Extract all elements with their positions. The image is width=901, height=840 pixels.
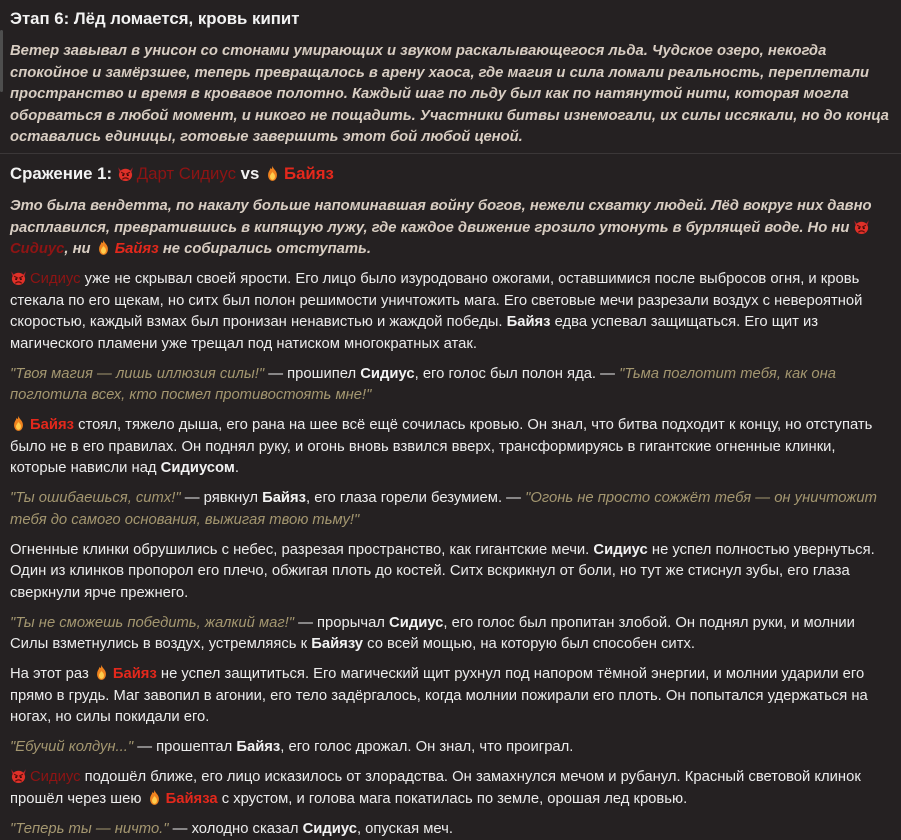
quoted-speech: "Ты не сможешь победить, жалкий маг!" (10, 615, 294, 631)
scrollbar-thumb[interactable] (0, 30, 3, 92)
quote-paragraph (10, 364, 891, 407)
story-paragraph (10, 540, 891, 605)
text-run: На этот раз (10, 666, 93, 682)
text-run: Сражение 1: (10, 164, 117, 183)
text-run: — прошептал (133, 739, 236, 755)
text-run: , его голос дрожал. Он знал, что проиграл. (280, 739, 573, 755)
quoted-speech: "Теперь ты — ничто." (10, 821, 169, 837)
devil-emoji-icon (10, 767, 27, 784)
mention-sidius[interactable]: Дарт Сидиус (137, 164, 236, 183)
quoted-speech: "Ебучий колдун..." (10, 739, 133, 755)
text-run: Это была вендетта, по накалу больше напоминавшая войну богов, нежели схватку людей. Лёд вокруг них давно расплавился, превратившись в кипящую лужу, где каждое движение грозило утонуть в бурлящей воде. Но ни (10, 198, 872, 236)
fire-emoji-icon (93, 664, 110, 681)
text-run: с хрустом, и голова мага покатилась по земле, орошая лед кровью. (218, 791, 688, 807)
story-paragraph (10, 767, 891, 810)
intro-narrative-paragraph (10, 41, 891, 149)
story-paragraph (10, 664, 891, 729)
text-run: , опуская меч. (357, 821, 453, 837)
devil-emoji-icon (117, 165, 134, 182)
text-run: Огненные клинки обрушились с небес, разрезая пространство, как гигантские мечи. (10, 542, 593, 558)
text-run: vs (236, 164, 264, 183)
mention-bayaz[interactable]: Байяза (166, 791, 218, 807)
character-name: Байяз (507, 314, 551, 330)
text-run: Этап 6: Лёд ломается, кровь кипит (10, 9, 299, 28)
text-run: не успел защититься. Его магический щит рухнул под напором тёмной энергии, и молнии ударили его прямо в грудь. Маг завопил в агонии, его тело задёргалось, когда молнии пожирали его плоть. Он попытался удержаться на ногах, но силы покидали его. (10, 666, 868, 725)
devil-emoji-icon (10, 269, 27, 286)
fire-emoji-icon (146, 789, 163, 806)
text-run: не успел полностью увернуться. Один из клинков пропорол его плечо, обжигая плоть до костей. Ситх вскрикнул от боли, но тут же стиснул зубы, его глаза сверкнули ярче прежнего. (10, 542, 875, 601)
mention-bayaz[interactable]: Байяз (115, 241, 159, 257)
character-name: Сидиус (303, 821, 357, 837)
text-run: , его глаза горели безумием. — (306, 490, 525, 506)
text-run: со всей мощью, на которую был способен ситх. (363, 636, 695, 652)
character-name: Байяз (236, 739, 280, 755)
fire-emoji-icon (10, 415, 27, 432)
text-run: — прошипел (264, 366, 360, 382)
text-run: , его голос был полон яда. — (415, 366, 619, 382)
text-run: уже не скрывал своей ярости. Его лицо было изуродовано ожогами, оставшимися после выбросов огня, и кровь стекала по его щекам, но ситх был полон решимости уничтожить мага. Его световые мечи разрезали воздух с невероятной скоростью, каждый взмах был пронизан ненавистью и жаждой победы. (10, 271, 862, 330)
text-run: , его голос был пропитан злобой. Он поднял руки, и молнии Силы взметнулись в воздух, устремляясь к (10, 615, 855, 653)
text-run: Ветер завывал в унисон со стонами умирающих и звуком раскалывающегося льда. Чудское озеро, некогда спокойное и замёрзшее, теперь превращалось в арену хаоса, где магия и сила ломали реальность, переплетали пространство и время в кровавое полотно. Каждый шаг по льду был как по натянутой нити, которая могла оборваться в любой момент, и никого не пощадить. Участники битвы изнемогали, их силы иссякали, но до конца оставались единицы, готовые завершить этот бой любой ценой. (10, 43, 889, 145)
devil-emoji-icon (853, 218, 870, 235)
fire-emoji-icon (264, 165, 281, 182)
quote-paragraph (10, 488, 891, 531)
quote-paragraph (10, 819, 891, 840)
mention-sidius[interactable]: Сидиус (10, 241, 64, 257)
quote-paragraph (10, 737, 891, 759)
story-paragraph (10, 415, 891, 480)
text-run: — рявкнул (181, 490, 262, 506)
character-name: Байязу (311, 636, 363, 652)
character-name: Сидиус (593, 542, 647, 558)
text-run: стоял, тяжело дыша, его рана на шее всё ещё сочилась кровью. Он знал, что битва подходит к концу, но отступать было не в его правилах. Он поднял руку, и огонь вновь взвился вверх, трансформируясь в гигантские огненные клинки, которые нависли над (10, 417, 872, 476)
mention-bayaz[interactable]: Байяз (113, 666, 157, 682)
text-run: едва успевал защищаться. Его щит из магического пламени уже трещал под натиском многократных атак. (10, 314, 818, 352)
quoted-speech: "Ты ошибаешься, ситх!" (10, 490, 181, 506)
stage-heading (10, 8, 891, 30)
text-run: — прорычал (294, 615, 389, 631)
text-run: , ни (64, 241, 94, 257)
text-run: . (235, 460, 239, 476)
text-run: не собирались отступать. (159, 241, 371, 257)
text-run: подошёл ближе, его лицо исказилось от злорадства. Он замахнулся мечом и рубанул. Красный световой клинок прошёл через шею (10, 769, 861, 807)
mention-bayaz[interactable]: Байяз (30, 417, 74, 433)
section-divider (0, 153, 901, 154)
quoted-speech: "Тьма поглотит тебя, как она поглотила всех, кто посмел противостоять мне!" (10, 366, 836, 404)
quote-paragraph (10, 613, 891, 656)
story-paragraph (10, 269, 891, 355)
battle-narrative-paragraph (10, 196, 891, 261)
character-name: Сидиус (360, 366, 414, 382)
quoted-speech: "Огонь не просто сожжёт тебя — он уничтожит тебя до самого основания, выжигая твою тьму!" (10, 490, 877, 528)
mention-sidius[interactable]: Сидиус (30, 769, 80, 785)
character-name: Сидиусом (161, 460, 235, 476)
battle-heading (10, 163, 891, 185)
character-name: Сидиус (389, 615, 443, 631)
text-run: — холодно сказал (169, 821, 303, 837)
mention-bayaz[interactable]: Байяз (284, 164, 334, 183)
fire-emoji-icon (95, 239, 112, 256)
quoted-speech: "Твоя магия — лишь иллюзия силы!" (10, 366, 264, 382)
mention-sidius[interactable]: Сидиус (30, 271, 80, 287)
character-name: Байяз (262, 490, 306, 506)
